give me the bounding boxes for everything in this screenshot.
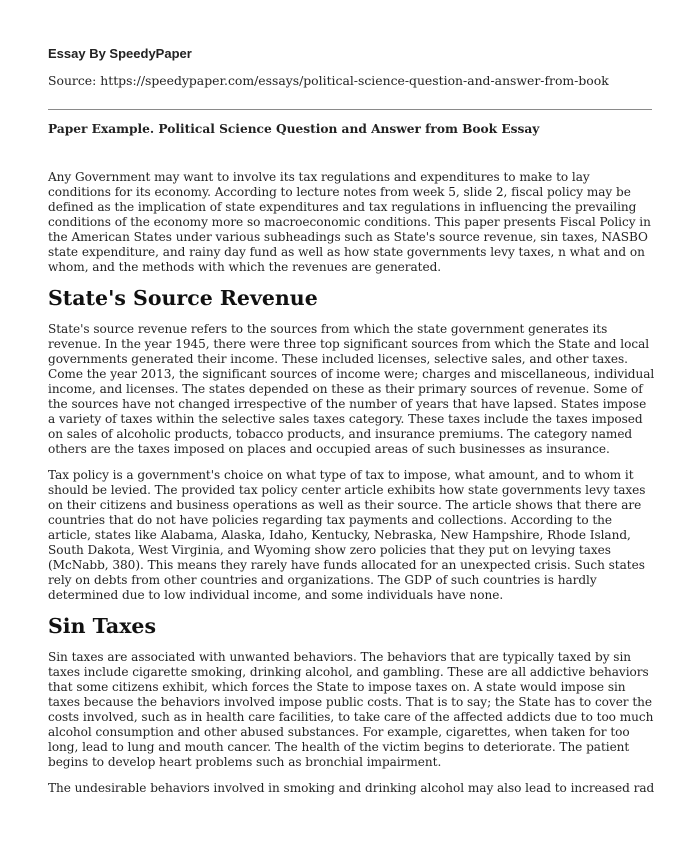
paper-title: Paper Example. Political Science Question and Answer from Book Essay (48, 122, 540, 136)
section-heading-source-revenue: State's Source Revenue (48, 286, 318, 310)
intro-paragraph: Any Government may want to involve its tax regulations and expenditures to make to lay conditions for its economy. According to lecture notes from week 5, slide 2, fiscal policy may be defined as the implication of state expenditures and tax regulations in influencing the prevailing conditions of the economy more so macroeconomic conditions. This paper presents Fiscal Policy in the American States under various subheadings such as State's source revenue, sin taxes, NASBO state expenditure, and rainy day fund as well as how state governments levy taxes, n what and on whom, and the methods with which the revenues are generated. (48, 170, 651, 274)
site-title: Essay By SpeedyPaper (48, 46, 192, 61)
essay-body (48, 170, 656, 807)
paragraph: Sin taxes are associated with unwanted behaviors. The behaviors that are typically taxed by sin taxes include cigarette smoking, drinking alcohol, and gambling. These are all addictive behaviors that some citizens exhibit, which forces the State to impose taxes on. A state would impose sin taxes because the behaviors involved impose public costs. That is to say; the State has to cover the costs involved, such as in health care facilities, to take care of the affected addicts due to too much alcohol consumption and other abused substances. For example, cigarettes, when taken for too long, lead to lung and mouth cancer. The health of the victim begins to deteriorate. The patient begins to develop heart problems such as bronchial impairment. (48, 650, 654, 769)
paragraph: The undesirable behaviors involved in smoking and drinking alcohol may also lead to increased rad (48, 781, 655, 795)
source-line: Source: https://speedypaper.com/essays/political-science-question-and-answer-from-book (48, 73, 609, 88)
section-heading-sin-taxes: Sin Taxes (48, 614, 157, 638)
paragraph: Tax policy is a government's choice on what type of tax to impose, what amount, and to whom it should be levied. The provided tax policy center article exhibits how state governments levy taxes on their citizens and business operations as well as their source. The article shows that there are countries that do not have policies regarding tax payments and collections. According to the article, states like Alabama, Alaska, Idaho, Kentucky, Nebraska, New Hampshire, Rhode Island, South Dakota, West Virginia, and Wyoming show zero policies that they put on levying taxes (McNabb, 380). This means they rarely have funds allocated for an unexpected crisis. Such states rely on debts from other countries and organizations. The GDP of such countries is hardly determined due to low individual income, and some individuals have none. (48, 468, 646, 602)
paragraph: State's source revenue refers to the sources from which the state government generates its revenue. In the year 1945, there were three top significant sources from which the State and local governments generated their income. These included licenses, selective sales, and other taxes. Come the year 2013, the significant sources of income were; charges and miscellaneous, individual income, and licenses. The states depended on these as their primary sources of revenue. Some of the sources have not changed irrespective of the number of years that have lapsed. States impose a variety of taxes within the selective sales taxes category. These taxes include the taxes imposed on sales of alcoholic products, tobacco products, and insurance premiums. The category named others are the taxes imposed on places and occupied areas of such businesses as insurance. (48, 322, 655, 456)
header-divider (48, 109, 652, 110)
